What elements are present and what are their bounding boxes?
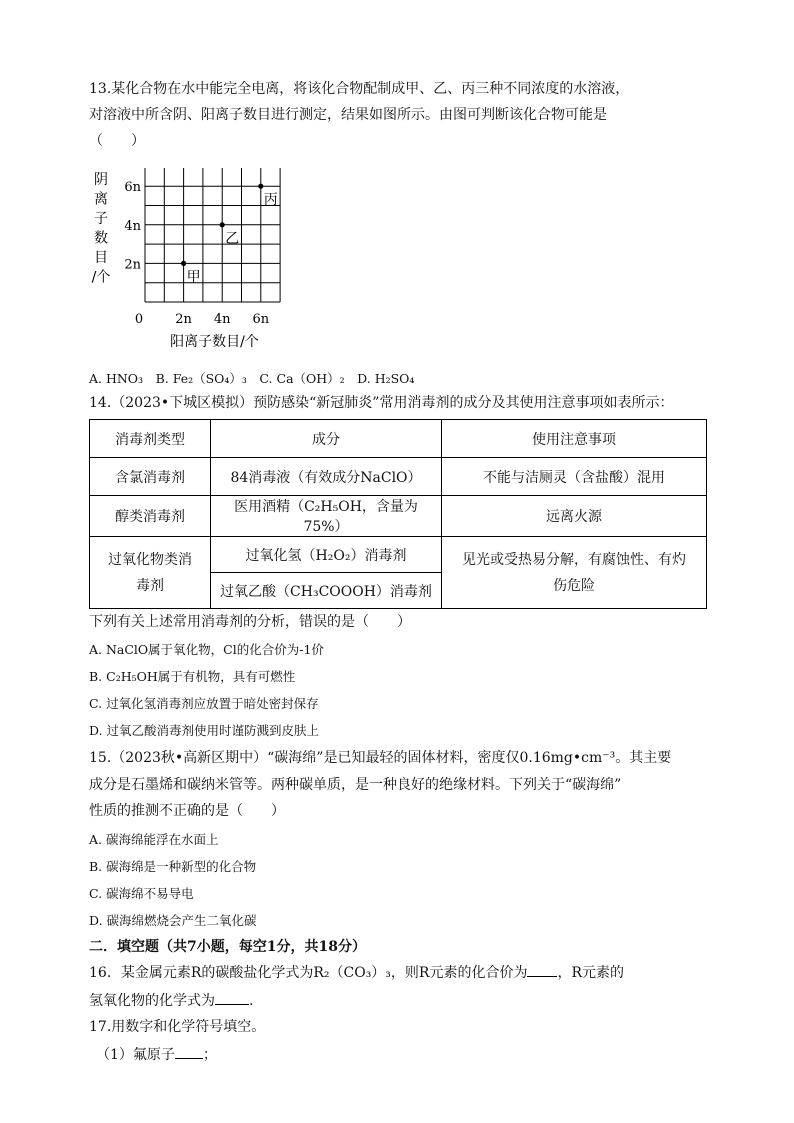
q14-option-b: B. C₂H₅OH属于有机物，具有可燃性 (89, 669, 296, 684)
x-tick-label: 0 (134, 312, 144, 327)
data-point-label: 乙 (225, 230, 240, 247)
q14-option-a: A. NaClO属于氧化物，Cl的化合价为-1价 (89, 642, 324, 657)
table-header-cell: 消毒剂类型 (90, 420, 211, 458)
x-tick-label: 6n (252, 312, 270, 327)
y-axis-label: /个 (91, 269, 111, 286)
q16-text: . (249, 993, 254, 1009)
q14-option-c: C. 过氧化氢消毒剂应放置于暗处密封保存 (89, 696, 319, 711)
x-axis-label: 阳离子数目/个 (170, 334, 259, 350)
q14-option-d: D. 过氧乙酸消毒剂使用时谨防溅到皮肤上 (89, 723, 320, 738)
table-cell: 医用酒精（C₂H₅OH，含量为75%） (211, 496, 442, 537)
data-point-label: 甲 (186, 269, 201, 286)
data-point (258, 184, 263, 189)
data-point (181, 261, 186, 266)
q13-paren: （ ） (89, 133, 145, 149)
q16-line-2 (89, 990, 253, 1011)
q15-option-b: B. 碳海绵是一种新型的化合物 (89, 859, 257, 874)
data-point (220, 222, 225, 227)
y-axis-label: 离 (94, 191, 108, 208)
table-cell: 不能与洁厕灵（含盐酸）混用 (442, 458, 707, 496)
q17-text: （1）氟原子 (96, 1047, 175, 1063)
data-point-label: 丙 (263, 192, 278, 209)
q17-stem: 17.用数字和化学符号填空。 (89, 1019, 266, 1035)
q14-stem: 14.（2023•下城区模拟）预防感染“新冠肺炎”常用消毒剂的成分及其使用注意事项如表所示： (89, 395, 674, 411)
q15-line-3: 性质的推测不正确的是（ ） (89, 803, 285, 819)
table-cell: 过氧化氢（H₂O₂）消毒剂 (211, 537, 442, 573)
q17-text: ； (202, 1047, 217, 1063)
table-cell: 84消毒液（有效成分NaClO） (211, 458, 442, 496)
table-cell: 过氧乙酸（CH₃COOOH）消毒剂 (211, 573, 442, 609)
q13-options: A. HNO₃ B. Fe₂（SO₄）₃ C. Ca（OH）₂ D. H₂SO₄ (89, 371, 415, 386)
answer-blank[interactable] (215, 990, 249, 1005)
table-cell-text: 过氧化物类消 (108, 551, 192, 568)
table-cell: 远离火源 (442, 496, 707, 537)
y-axis-label: 数 (94, 230, 108, 247)
q16-text: 16．某金属元素R的碳酸盐化学式为R₂（CO₃）₃，则R元素的化合价为 (89, 965, 528, 981)
table-header-row (90, 420, 707, 458)
y-tick-label: 4n (124, 218, 141, 234)
table-cell: 含氯消毒剂 (90, 458, 211, 496)
answer-blank[interactable] (175, 1044, 203, 1059)
y-tick-label: 6n (124, 180, 141, 196)
table-row (90, 458, 707, 496)
q14-question: 下列有关上述常用消毒剂的分析，错误的是（ ） (89, 614, 411, 630)
answer-blank[interactable] (527, 962, 557, 977)
table-header-cell: 成分 (211, 420, 442, 458)
x-tick-label: 4n (213, 312, 231, 327)
table-row (90, 537, 707, 573)
y-axis-label: 阴 (94, 172, 108, 188)
table-header-cell: 使用注意事项 (442, 420, 707, 458)
table-cell-text: 见光或受热易分解，有腐蚀性、有灼 (462, 551, 686, 568)
q16-text: ，R元素的 (557, 965, 625, 981)
table-cell-text: 毒剂 (136, 577, 164, 594)
ion-count-chart-svg (89, 168, 319, 358)
ion-count-chart (89, 168, 319, 358)
table-row (90, 496, 707, 537)
table-cell: 醇类消毒剂 (90, 496, 211, 537)
table-cell-text: 伤危险 (553, 577, 595, 594)
q17-sub-1 (96, 1044, 217, 1065)
q15-option-c: C. 碳海绵不易导电 (89, 886, 194, 901)
q16-text: 氢氧化物的化学式为 (89, 993, 215, 1009)
y-axis-label: 目 (94, 250, 108, 266)
table-cell (90, 537, 211, 609)
q15-option-a: A. 碳海绵能浮在水面上 (89, 832, 219, 847)
y-axis-label: 子 (94, 211, 108, 227)
table-cell (442, 537, 707, 609)
q13-line-2: 对溶液中所含阴、阳离子数目进行测定，结果如图所示。由图可判断该化合物可能是 (89, 107, 607, 123)
x-tick-label: 2n (175, 312, 192, 327)
q16-line-1 (89, 962, 624, 983)
q13-line-1: 13.某化合物在水中能完全电离，将该化合物配制成甲、乙、丙三种不同浓度的水溶液， (89, 81, 630, 97)
q15-line-1: 15.（2023秋•高新区期中）“碳海绵”是已知最轻的固体材料，密度仅0.16mg•cm⁻³。其主要 (89, 750, 672, 766)
y-tick-label: 2n (124, 257, 141, 273)
q15-line-2: 成分是石墨烯和碳纳米管等。两种碳单质，是一种良好的绝缘材料。下列关于“碳海绵” (89, 777, 622, 793)
section-2-title: 二．填空题（共7小题，每空1分，共18分） (89, 939, 366, 955)
q15-option-d: D. 碳海绵燃烧会产生二氧化碳 (89, 913, 257, 928)
disinfectant-table (89, 419, 707, 609)
